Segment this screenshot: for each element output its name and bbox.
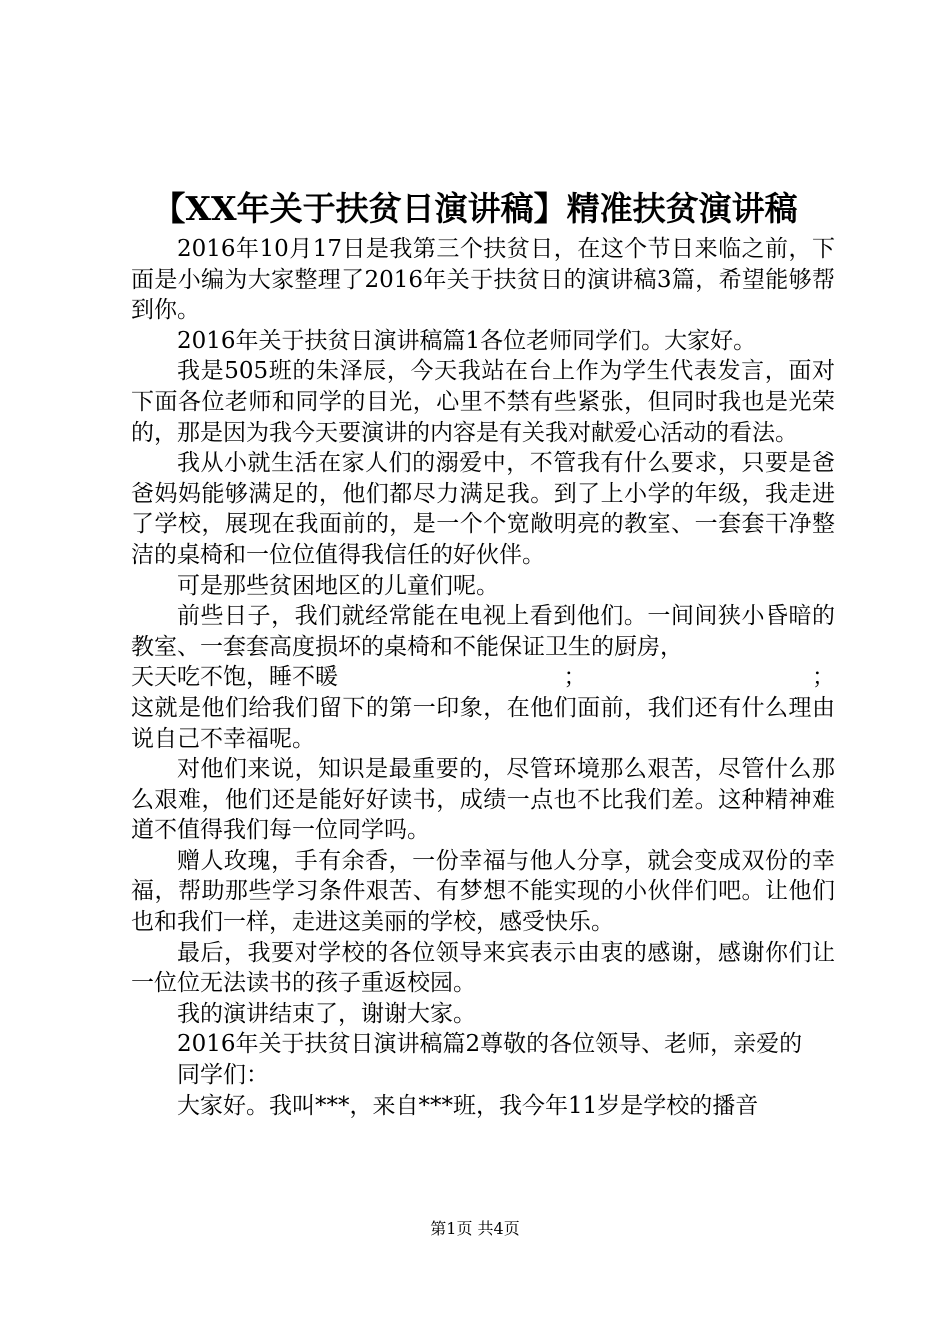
paragraph: 前些日子，我们就经常能在电视上看到他们。一间间狭小昏暗的教室、一套套高度损坏的桌椅和不能保证卫生的厨房， — [131, 603, 835, 660]
paragraph: 大家好。我叫***，来自***班，我今年11岁是学校的播音 — [177, 1092, 759, 1119]
document-body — [131, 234, 835, 1121]
paragraph: 我是505班的朱泽辰，今天我站在台上作为学生代表发言，面对下面各位老师和同学的目光，心里不禁有些紧张，但同时我也是光荣的，那是因为我今天要演讲的内容是有关我对献爱心活动的看法。 — [131, 358, 835, 446]
paragraph: 这就是他们给我们留下的第一印象，在他们面前，我们还有什么理由说自己不幸福呢。 — [131, 694, 835, 752]
paragraph: 赠人玫瑰，手有余香，一份幸福与他人分享，就会变成双份的幸福，帮助那些学习条件艰苦、有梦想不能实现的小伙伴们吧。让他们也和我们一样，走进这美丽的学校，感受快乐。 — [131, 847, 835, 936]
paragraph: 我从小就生活在家人们的溺爱中，不管我有什么要求，只要是爸爸妈妈能够满足的，他们都尽力满足我。到了上小学的年级，我走进了学校，展现在我面前的，是一个个宽敞明亮的教室、一套套干净整洁的桌椅和一位位值得我信任的好伙伴。 — [131, 450, 835, 568]
paragraph: 可是那些贫困地区的儿童们呢。 — [177, 572, 499, 599]
spread-line-text: 天天吃不饱，睡不暖 — [131, 664, 338, 691]
document-title: 【XX年关于扶贫日演讲稿】精准扶贫演讲稿 — [152, 189, 798, 228]
spread-line — [131, 662, 835, 693]
paragraph: 对他们来说，知识是最重要的，尽管环境那么艰苦，尽管什么那么艰难，他们还是能好好读书，成绩一点也不比我们差。这种精神难道不值得我们每一位同学吗。 — [131, 756, 835, 844]
page-footer: 第1页 共4页 — [430, 1219, 520, 1238]
spread-line-semicolon: ； — [563, 664, 587, 691]
paragraph: 同学们： — [177, 1062, 269, 1089]
paragraph: 我的演讲结束了，谢谢大家。 — [177, 1000, 476, 1027]
paragraph: 最后，我要对学校的各位领导来宾表示由衷的感谢，感谢你们让一位位无法读书的孩子重返校园。 — [131, 939, 835, 997]
paragraph: 2016年10月17日是我第三个扶贫日，在这个节日来临之前，下面是小编为大家整理了2016年关于扶贫日的演讲稿3篇，希望能够帮到你。 — [131, 236, 835, 324]
paragraph: 2016年关于扶贫日演讲稿篇2尊敬的各位领导、老师，亲爱的 — [177, 1031, 803, 1058]
spread-line-semicolon: ； — [812, 664, 835, 691]
paragraph: 2016年关于扶贫日演讲稿篇1各位老师同学们。大家好。 — [177, 327, 757, 354]
